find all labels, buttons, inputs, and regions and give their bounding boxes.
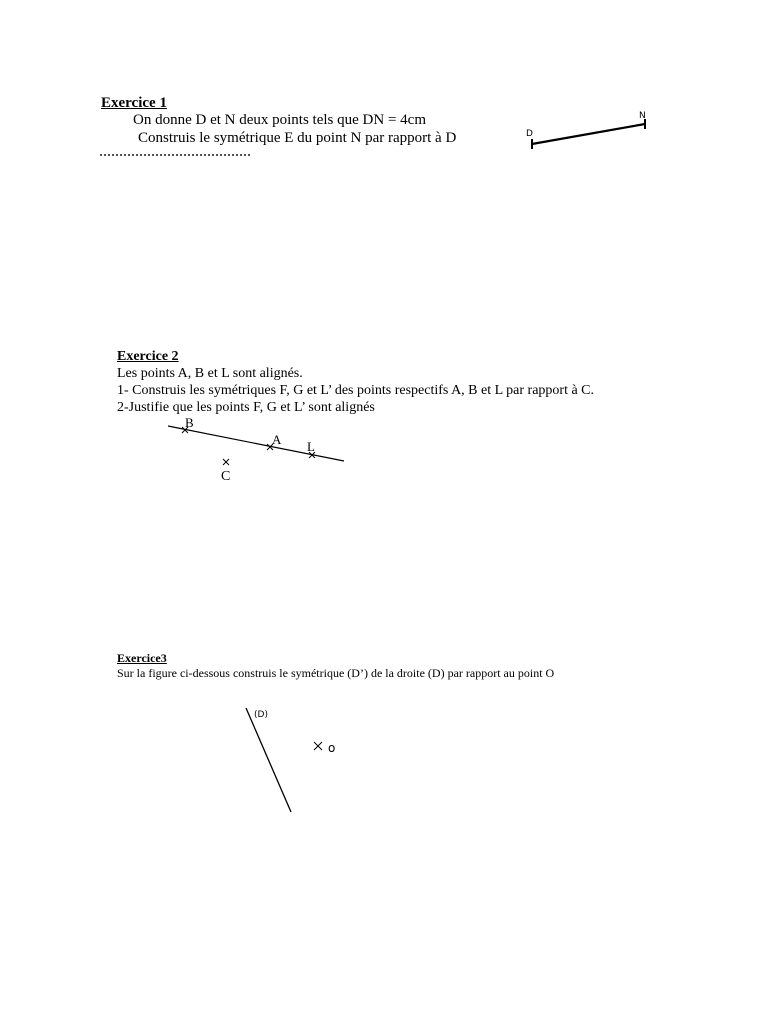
exercise1-title: Exercice 1 (101, 95, 167, 111)
point-o-cross (314, 742, 322, 750)
exercise2-question2: 2-Justifie que les points F, G et L’ sont alignés (117, 400, 375, 415)
exercise1-instruction: Construis le symétrique E du point N par rapport à D (138, 130, 457, 146)
segment-dn (532, 124, 645, 144)
exercise2-statement: Les points A, B et L sont alignés. (117, 366, 303, 381)
line-bal (168, 426, 344, 461)
point-c-label: C (221, 469, 231, 484)
exercise3-line-figure (246, 708, 335, 812)
point-l-label: L (307, 439, 315, 454)
point-o-label: o (328, 741, 336, 755)
exercise1-statement: On donne D et N deux points tels que DN = 4cm (133, 112, 426, 128)
exercise2-question1: 1- Construis les symétriques F, G et L’ des points respectifs A, B et L par rapport à C. (117, 383, 595, 398)
point-d-label: D (526, 129, 533, 139)
exercise1-segment-figure (526, 111, 646, 149)
line-d-label: (D) (254, 710, 268, 720)
exercise2-points-figure (168, 415, 344, 484)
point-b-label: B (185, 415, 194, 430)
exercise3-instruction: Sur la figure ci-dessous construis le symétrique (D’) de la droite (D) par rapport au point O (117, 666, 555, 680)
exercise2-title: Exercice 2 (117, 349, 179, 364)
point-c-cross (223, 459, 229, 465)
exercise3-title: Exercice3 (117, 651, 167, 665)
point-a-label: A (272, 432, 282, 447)
line-d (246, 708, 291, 812)
point-n-label: N (639, 111, 646, 121)
